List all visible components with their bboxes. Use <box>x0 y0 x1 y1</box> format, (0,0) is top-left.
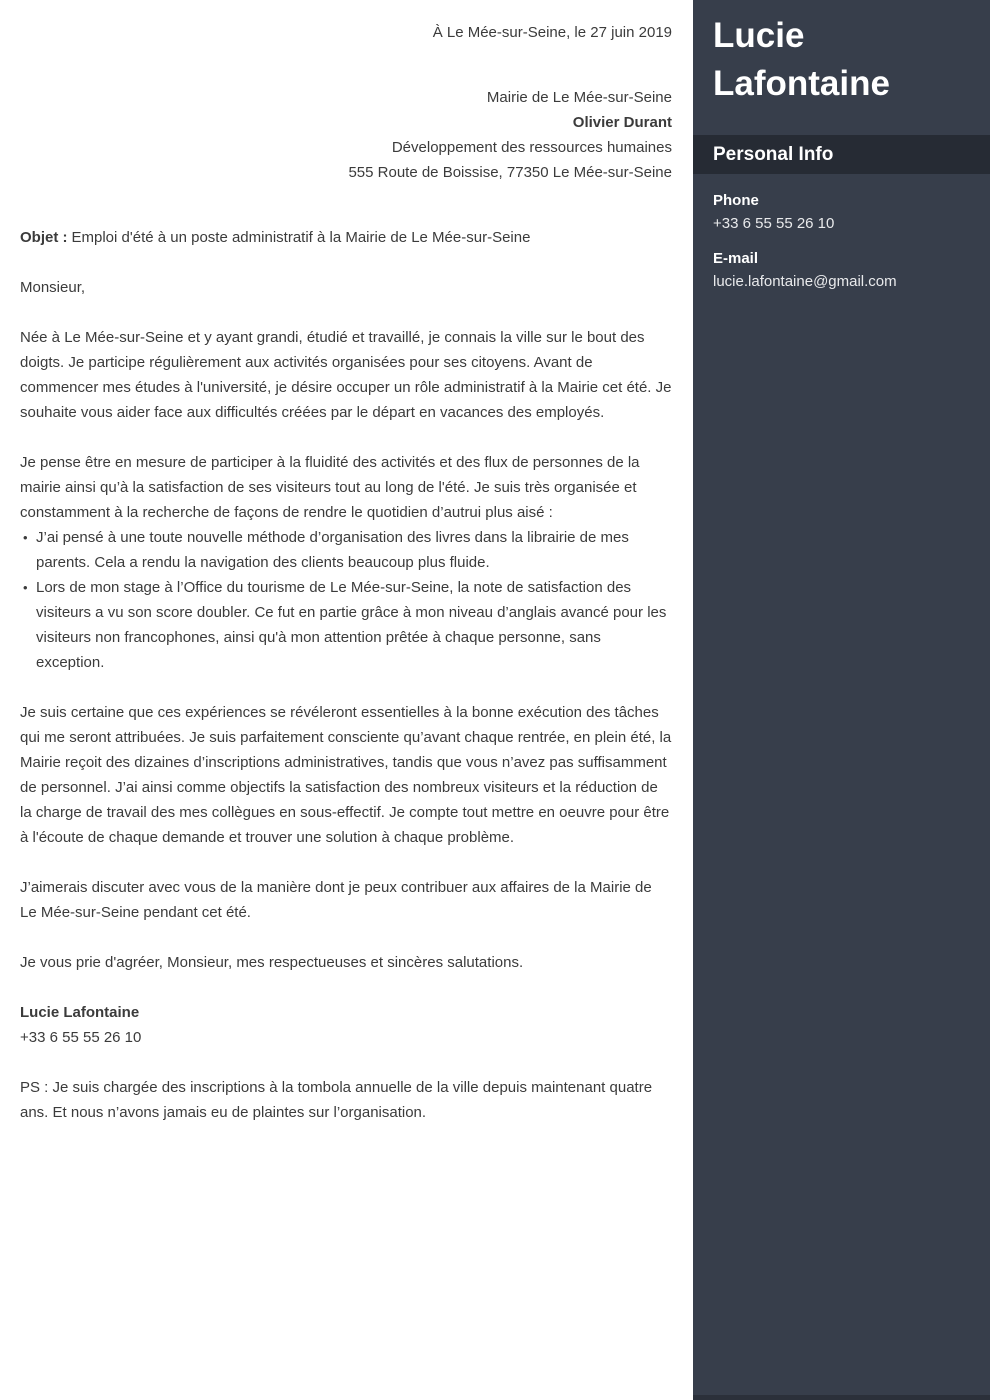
postscript-line: PS : Je suis chargée des inscriptions à la tombola annuelle de la ville depuis maintenant quatre ans. Et nous n’avons jamais eu de plaintes sur l’organisation. <box>20 1079 653 1121</box>
recipient-address: 555 Route de Boissise, 77350 Le Mée-sur-Seine <box>348 164 672 181</box>
achievements-list <box>20 525 672 675</box>
signature-block <box>20 1000 672 1050</box>
email-value: lucie.lafontaine@gmail.com <box>713 273 897 290</box>
achievement-item: • J’ai pensé à une toute nouvelle méthode d’organisation des livres dans la librairie de mes parents. Cela a rendu la navigation des clients beaucoup plus fluide. <box>20 525 672 575</box>
signoff-line: Je vous prie d'agréer, Monsieur, mes respectueuses et sincères salutations. <box>20 954 524 971</box>
recipient-department: Développement des ressources humaines <box>391 139 672 156</box>
recipient-name: Olivier Durant <box>572 114 672 131</box>
achievement-item: • Lors de mon stage à l’Office du tourisme de Le Mée-sur-Seine, la note de satisfaction des visiteurs a vu son score doubler. Ce fut en partie grâce à mon niveau d’anglais avancé pour les visiteurs non francophones, ainsi qu'à mon attention prêtée à chaque personne, sans exception. <box>20 575 672 675</box>
subject-label: Objet : <box>20 229 68 246</box>
experience-paragraph: Je suis certaine que ces expériences se révéleront essentielles à la bonne exécution des tâches qui me seront attribuées. Je suis parfaitement consciente qu’avant chaque rentrée, en plein été, la Mairie reçoit des dizaines d’inscriptions administratives, tandis que vous n’avez pas suffisamment de personnel. J’ai ainsi comme objectifs la satisfaction des nombreux visiteurs et la réduction de la charge de travail des mes collègues en sous-effectif. Je compte tout mettre en oeuvre pour être à l'écoute de chaque demande et trouver une solution à chaque problème. <box>20 704 672 846</box>
subject-line <box>20 225 672 250</box>
date-line: À Le Mée-sur-Seine, le 27 juin 2019 <box>432 24 672 41</box>
salutation-line: Monsieur, <box>20 279 86 296</box>
recipient-organization: Mairie de Le Mée-sur-Seine <box>486 89 672 106</box>
meeting-paragraph: J’aimerais discuter avec vous de la manière dont je peux contribuer aux affaires de la Mairie de Le Mée-sur-Seine pendant cet été. <box>20 879 652 921</box>
sidebar-bottom-strip <box>693 1395 990 1400</box>
intro-paragraph: Née à Le Mée-sur-Seine et y ayant grandi, étudié et travaillé, je connais la ville sur le bout des doigts. Je participe régulièrement aux activités organisées pour ses citoyens. Avant de commencer mes études à l'université, je désire occuper un rôle administratif à la Mairie cet été. Je souhaite vous aider face aux difficultés créées par le départ en vacances des employés. <box>20 329 672 421</box>
signature-phone: +33 6 55 55 26 10 <box>20 1029 142 1046</box>
personal-info-header: Personal Info <box>693 135 990 174</box>
sidebar <box>693 0 990 1400</box>
skills-paragraph: Je pense être en mesure de participer à la fluidité des activités et des flux de personnes de la mairie ainsi qu’à la satisfaction de ses visiteurs tout au long de l'été. Je suis très organisée et constamment à la recherche de façons de rendre le quotidien d’autrui plus aisé : <box>20 454 640 521</box>
contact-details <box>693 174 990 294</box>
phone-value: +33 6 55 55 26 10 <box>713 215 835 232</box>
recipient-block <box>20 85 672 185</box>
phone-label: Phone <box>713 192 759 209</box>
signature-name: Lucie Lafontaine <box>20 1004 140 1021</box>
email-label: E-mail <box>713 250 759 267</box>
phone-group <box>713 191 970 236</box>
applicant-name: Lucie Lafontaine <box>713 16 890 103</box>
subject-text: Emploi d'été à un poste administratif à la Mairie de Le Mée-sur-Seine <box>71 229 531 246</box>
email-group <box>713 249 970 294</box>
